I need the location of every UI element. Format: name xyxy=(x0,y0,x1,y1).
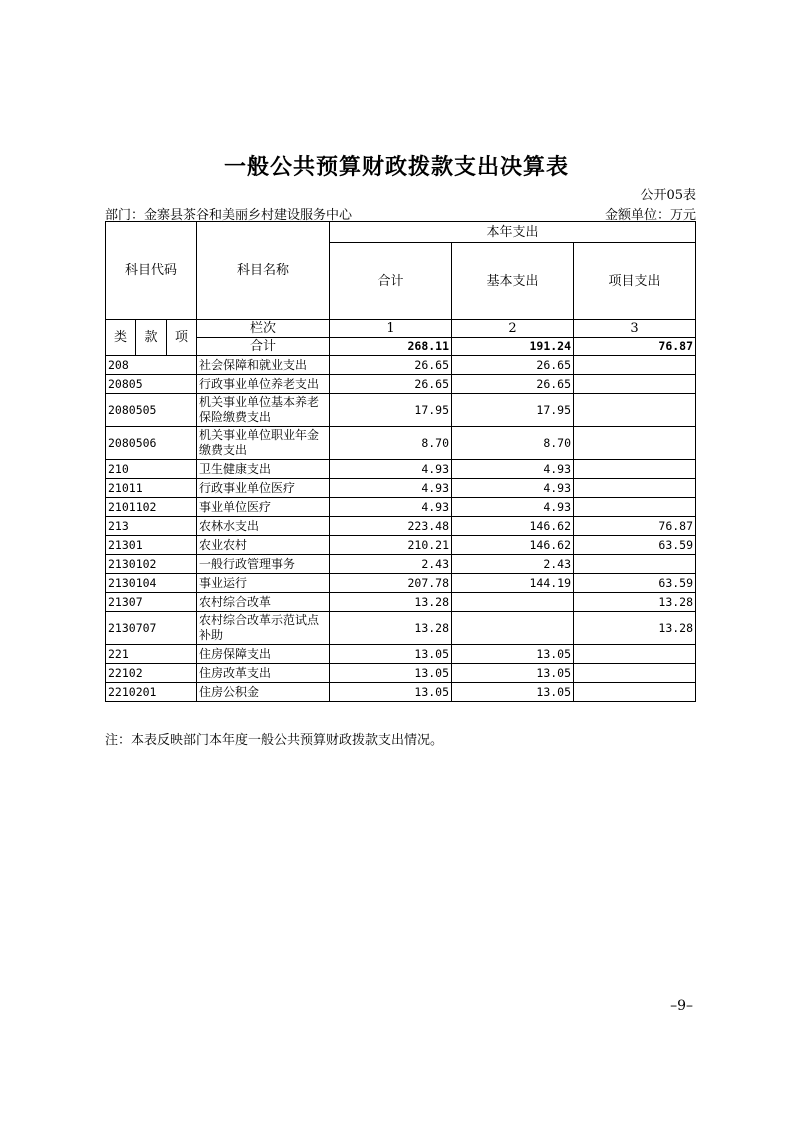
row-code: 2130104 xyxy=(106,574,197,593)
amount-unit-label: 金额单位：万元 xyxy=(604,208,696,223)
row-name: 住房公积金 xyxy=(197,683,330,702)
table-row xyxy=(106,427,696,460)
row-name: 农业农村 xyxy=(197,536,330,555)
row-name: 一般行政管理事务 xyxy=(197,555,330,574)
header-current-year: 本年支出 xyxy=(330,222,696,243)
row-total: 4.93 xyxy=(330,479,452,498)
header-lei: 类 xyxy=(106,320,136,356)
row-name: 住房改革支出 xyxy=(197,664,330,683)
row-basic: 8.70 xyxy=(452,427,574,460)
row-project xyxy=(574,645,696,664)
row-project: 63.59 xyxy=(574,574,696,593)
row-project xyxy=(574,664,696,683)
row-total: 210.21 xyxy=(330,536,452,555)
row-code: 210 xyxy=(106,460,197,479)
table-row xyxy=(106,479,696,498)
row-basic: 146.62 xyxy=(452,536,574,555)
table-row xyxy=(106,555,696,574)
row-total: 26.65 xyxy=(330,375,452,394)
page-title: 一般公共预算财政拨款支出决算表 xyxy=(223,154,569,180)
row-total: 13.28 xyxy=(330,612,452,645)
row-project xyxy=(574,356,696,375)
row-project xyxy=(574,460,696,479)
total-row-label: 合计 xyxy=(197,338,330,356)
row-name: 卫生健康支出 xyxy=(197,460,330,479)
row-total: 4.93 xyxy=(330,460,452,479)
table-row xyxy=(106,593,696,612)
row-basic: 26.65 xyxy=(452,375,574,394)
row-total: 8.70 xyxy=(330,427,452,460)
expenditure-table xyxy=(105,221,696,702)
row-total: 223.48 xyxy=(330,517,452,536)
header-col-1: 1 xyxy=(330,320,452,338)
table-row xyxy=(106,612,696,645)
header-kuan: 款 xyxy=(136,320,167,356)
row-basic: 4.93 xyxy=(452,460,574,479)
table-row xyxy=(106,498,696,517)
row-basic: 17.95 xyxy=(452,394,574,427)
row-total: 26.65 xyxy=(330,356,452,375)
header-xiang: 项 xyxy=(167,320,197,356)
row-total: 2.43 xyxy=(330,555,452,574)
table-row xyxy=(106,664,696,683)
row-project xyxy=(574,498,696,517)
table-row xyxy=(106,645,696,664)
row-code: 221 xyxy=(106,645,197,664)
row-name: 事业运行 xyxy=(197,574,330,593)
row-basic: 13.05 xyxy=(452,645,574,664)
header-code: 科目代码 xyxy=(106,222,197,320)
row-code: 2080506 xyxy=(106,427,197,460)
row-total: 13.05 xyxy=(330,683,452,702)
row-total: 13.28 xyxy=(330,593,452,612)
row-project xyxy=(574,394,696,427)
total-row-project: 76.87 xyxy=(574,338,696,356)
header-lanci: 栏次 xyxy=(197,320,330,338)
row-project: 13.28 xyxy=(574,612,696,645)
row-name: 农村综合改革示范试点补助 xyxy=(197,612,330,645)
row-basic: 2.43 xyxy=(452,555,574,574)
header-row-3 xyxy=(106,320,696,338)
row-basic: 4.93 xyxy=(452,498,574,517)
row-total: 13.05 xyxy=(330,645,452,664)
row-code: 20805 xyxy=(106,375,197,394)
row-code: 21307 xyxy=(106,593,197,612)
row-name: 农林水支出 xyxy=(197,517,330,536)
row-project xyxy=(574,479,696,498)
header-col-3: 3 xyxy=(574,320,696,338)
row-name: 事业单位医疗 xyxy=(197,498,330,517)
row-code: 2080505 xyxy=(106,394,197,427)
row-project: 76.87 xyxy=(574,517,696,536)
row-code: 2130707 xyxy=(106,612,197,645)
row-total: 13.05 xyxy=(330,664,452,683)
header-row-1 xyxy=(106,222,696,243)
row-code: 22102 xyxy=(106,664,197,683)
row-project: 63.59 xyxy=(574,536,696,555)
row-name: 行政事业单位医疗 xyxy=(197,479,330,498)
table-row xyxy=(106,460,696,479)
table-row xyxy=(106,375,696,394)
row-basic: 144.19 xyxy=(452,574,574,593)
row-code: 2101102 xyxy=(106,498,197,517)
table-row xyxy=(106,394,696,427)
header-basic: 基本支出 xyxy=(452,243,574,320)
table-row xyxy=(106,574,696,593)
row-project xyxy=(574,427,696,460)
row-name: 农村综合改革 xyxy=(197,593,330,612)
row-project xyxy=(574,683,696,702)
header-total: 合计 xyxy=(330,243,452,320)
total-row-basic: 191.24 xyxy=(452,338,574,356)
table-row xyxy=(106,356,696,375)
table-row xyxy=(106,536,696,555)
row-code: 2210201 xyxy=(106,683,197,702)
row-name: 机关事业单位职业年金缴费支出 xyxy=(197,427,330,460)
row-project xyxy=(574,375,696,394)
row-basic: 13.05 xyxy=(452,683,574,702)
row-basic: 146.62 xyxy=(452,517,574,536)
row-project: 13.28 xyxy=(574,593,696,612)
row-code: 21301 xyxy=(106,536,197,555)
department-label: 部门：金寨县茶谷和美丽乡村建设服务中心 xyxy=(105,208,353,223)
header-project: 项目支出 xyxy=(574,243,696,320)
total-row-total: 268.11 xyxy=(330,338,452,356)
page-number: –9– xyxy=(670,998,693,1014)
row-project xyxy=(574,555,696,574)
row-total: 17.95 xyxy=(330,394,452,427)
row-code: 2130102 xyxy=(106,555,197,574)
row-name: 行政事业单位养老支出 xyxy=(197,375,330,394)
row-total: 207.78 xyxy=(330,574,452,593)
row-code: 208 xyxy=(106,356,197,375)
form-number: 公开05表 xyxy=(640,188,696,203)
table-row xyxy=(106,683,696,702)
row-basic: 13.05 xyxy=(452,664,574,683)
row-basic xyxy=(452,612,574,645)
row-total: 4.93 xyxy=(330,498,452,517)
table-row xyxy=(106,517,696,536)
row-code: 213 xyxy=(106,517,197,536)
row-name: 社会保障和就业支出 xyxy=(197,356,330,375)
table-note: 注：本表反映部门本年度一般公共预算财政拨款支出情况。 xyxy=(105,733,444,748)
row-name: 住房保障支出 xyxy=(197,645,330,664)
row-basic xyxy=(452,593,574,612)
row-name: 机关事业单位基本养老保险缴费支出 xyxy=(197,394,330,427)
header-col-2: 2 xyxy=(452,320,574,338)
row-code: 21011 xyxy=(106,479,197,498)
row-basic: 26.65 xyxy=(452,356,574,375)
row-basic: 4.93 xyxy=(452,479,574,498)
header-name: 科目名称 xyxy=(197,222,330,320)
